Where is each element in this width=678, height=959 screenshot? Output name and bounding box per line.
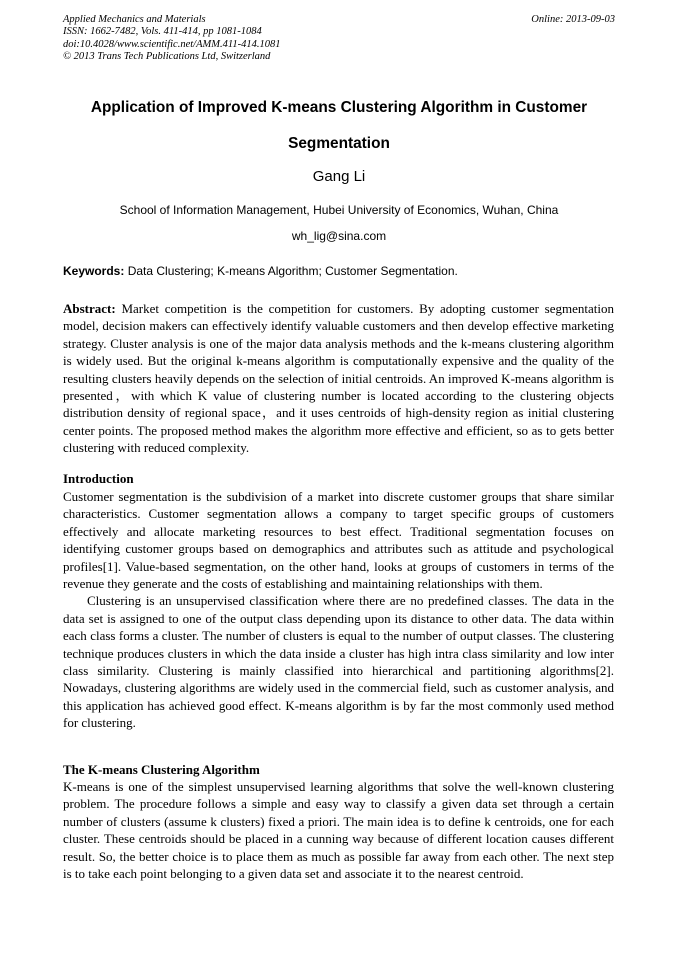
author-email: wh_lig@sina.com (291, 229, 387, 243)
introduction-body (63, 488, 614, 732)
kmeans-section-body: K-means is one of the simplest unsupervised learning algorithms that solve the well-known clustering problem. The procedure follows a simple and easy way to classify a given data set through a certain number of clusters (assume k clusters) fixed a priori. The main idea is to define k centroids, one for each cluster. These centroids should be placed in a cunning way because of different location causes different result. So, the better choice is to place them as much as possible far away from each other. The next step is to take each point belonging to a given data set and associate it to the nearest centroid. (63, 779, 614, 882)
introduction-heading: Introduction (63, 471, 134, 486)
online-date: Online: 2013-09-03 (531, 14, 615, 25)
issn-line: ISSN: 1662-7482, Vols. 411-414, pp 1081-1084 (63, 26, 262, 38)
abstract (63, 300, 614, 457)
keywords (63, 264, 615, 279)
author-name: Gang Li (312, 168, 366, 185)
author-affiliation: School of Information Management, Hubei University of Economics, Wuhan, China (119, 203, 559, 217)
keywords-label: Keywords: (63, 264, 125, 278)
doi-line: doi:10.4028/www.scientific.net/AMM.411-414.1081 (63, 38, 281, 50)
abstract-label: Abstract: (63, 301, 116, 316)
journal-name: Applied Mechanics and Materials (63, 14, 206, 25)
introduction-paragraph: Customer segmentation is the subdivision of a market into discrete customer groups that share similar characteristics. Customer segmentation allows a company to target specific groups of customers effectively and allocate marketing resources to best effect. Traditional segmentation focuses on identifying customer groups based on demographics and attributes such as attitude and psychological profiles[1]. Value-based segmentation, on the other hand, looks at groups of customers in terms of the revenue they generate and the costs of establishing and maintaining relationships with them. (63, 489, 614, 592)
abstract-text: Market competition is the competition for customers. By adopting customer segmentation model, decision makers can effectively identify valuable customers and then develop effective marketing strategy. Cluster analysis is one of the major data analysis methods and the k-means clustering algorithm is widely used. But the original k-means algorithm is computationally expensive and the quality of the resulting clusters heavily depends on the selection of initial centroids. An improved K-means algorithm is presented，with which K value of clustering number is located according to the clustering objects distribution density of regional space，and it uses centroids of high-density region as initial clustering center points. The proposed method makes the algorithm more effective and efficient, so as to gets better clustering with reduced complexity. (63, 301, 614, 456)
publication-header (63, 14, 615, 63)
introduction-paragraph: Clustering is an unsupervised classification where there are no predefined classes. The data in the data set is assigned to one of the output class depending upon its distance to other data. The data within each class forms a cluster. The number of clusters is equal to the number of output classes. The clustering technique produces clusters in which the data inside a cluster has high intra class similarity and low inter class similarity. Clustering is mainly classified into hierarchical and partitioning algorithms[2]. Nowadays, clustering algorithms are widely used in the commercial field, such as customer analysis, and this application has achieved good effect. K-means algorithm is by far the most commonly used method for clustering. (63, 593, 614, 731)
paper-title: Application of Improved K-means Clustering Algorithm in Customer Segmentation (90, 99, 588, 152)
copyright-line: © 2013 Trans Tech Publications Ltd, Switzerland (63, 50, 271, 62)
kmeans-section-heading: The K-means Clustering Algorithm (63, 762, 260, 777)
keywords-text: Data Clustering; K-means Algorithm; Customer Segmentation. (124, 264, 458, 278)
